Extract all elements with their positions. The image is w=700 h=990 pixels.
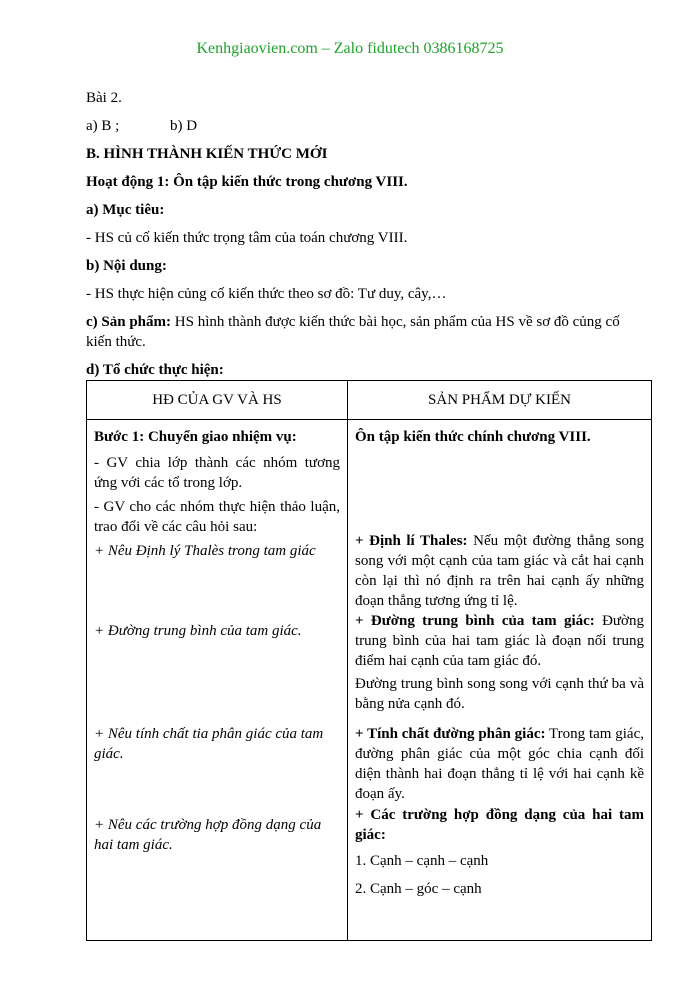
activities-cell: [87, 420, 348, 941]
content-label: b) Nội dung:: [86, 258, 167, 274]
activity-table: [86, 380, 652, 941]
bisector-text: Trong tam giác, đường phân giác của một góc chia cạnh đối diện thành hai đoạn thẳng tỉ lệ với hai cạnh kề đoạn ấy.: [355, 726, 644, 802]
similar-case-sas: 2. Cạnh – góc – cạnh: [355, 881, 482, 897]
thales-label: + Định lí Thales:: [355, 533, 468, 549]
midline-item: [355, 611, 644, 671]
activity-title: Hoạt động 1: Ôn tập kiến thức trong chương VIII.: [86, 174, 408, 190]
bisector-item: [355, 724, 644, 804]
table-header-activities: HĐ CỦA GV VÀ HS: [87, 381, 348, 420]
review-title: Ôn tập kiến thức chính chương VIII.: [355, 429, 591, 445]
objective-text: - HS củ cố kiến thức trọng tâm của toán chương VIII.: [86, 230, 408, 246]
table-header-products: SẢN PHẨM DỰ KIẾN: [348, 381, 652, 420]
products-cell: [348, 420, 652, 941]
midline-text: Đường trung bình của hai tam giác là đoạn nối trung điểm hai cạnh của tam giác đó.: [355, 613, 644, 669]
similar-case-sss: 1. Cạnh – cạnh – cạnh: [355, 853, 489, 869]
exercise-title: Bài 2.: [86, 90, 122, 106]
similar-heading: + Các trường hợp đồng dạng của hai tam giác:: [355, 807, 644, 843]
thales-item: [355, 531, 644, 611]
thales-text: Nếu một đường thẳng song song với một cạnh của tam giác và cắt hai cạnh còn lại thì nó định ra trên hai cạnh ấy những đoạn thẳng tương ứng tỉ lệ.: [355, 533, 644, 609]
section-heading: B. HÌNH THÀNH KIẾN THỨC MỚI: [86, 146, 328, 162]
bisector-label: + Tính chất đường phân giác:: [355, 726, 546, 742]
answer-a: a) B ;: [86, 118, 120, 134]
gv-discussion: - GV cho các nhóm thực hiện thảo luận, trao đổi về các câu hỏi sau:: [94, 499, 340, 535]
answers-row: [86, 116, 626, 136]
product-text: HS hình thành được kiến thức bài học, sản phẩm của HS về sơ đồ củng cố kiến thức.: [86, 314, 620, 350]
product-label: c) Sản phẩm:: [86, 314, 172, 330]
question-thales: + Nêu Định lý Thalès trong tam giác: [94, 543, 316, 559]
step1-heading: Bước 1: Chuyển giao nhiệm vụ:: [94, 429, 297, 445]
question-similar: + Nêu các trường hợp đồng dạng của hai tam giác.: [94, 817, 322, 853]
product-paragraph: [86, 312, 626, 352]
page-header: Kenhgiaovien.com – Zalo fidutech 0386168725: [196, 40, 504, 57]
midline-property: Đường trung bình song song với cạnh thứ ba và bằng nửa cạnh đó.: [355, 676, 644, 712]
midline-label: + Đường trung bình của tam giác:: [355, 613, 595, 629]
question-midline: + Đường trung bình của tam giác.: [94, 623, 302, 639]
lesson-content: [86, 88, 626, 388]
question-bisector: + Nêu tính chất tia phân giác của tam giác.: [94, 726, 324, 762]
objective-label: a) Mục tiêu:: [86, 202, 165, 218]
organize-label: d) Tổ chức thực hiện:: [86, 362, 224, 378]
gv-divide-groups: - GV chia lớp thành các nhóm tương ứng với các tổ trong lớp.: [94, 455, 340, 491]
answer-b: b) D: [170, 118, 198, 134]
content-text: - HS thực hiện củng cố kiến thức theo sơ đồ: Tư duy, cây,…: [86, 286, 447, 302]
